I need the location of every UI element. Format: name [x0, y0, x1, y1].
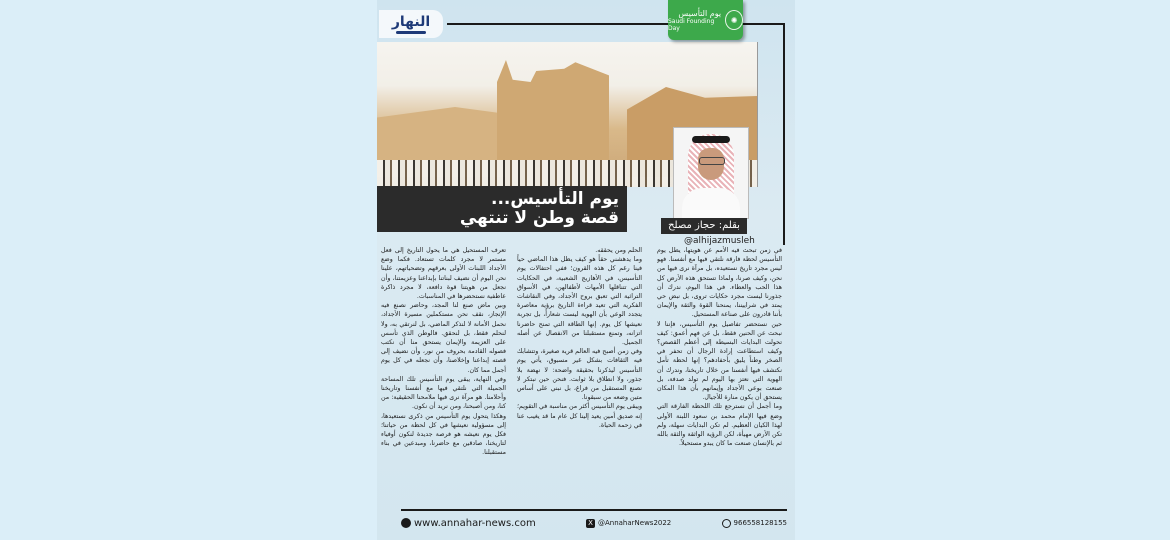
newspaper-page	[377, 0, 795, 540]
article-column-2	[517, 246, 642, 508]
agal	[692, 136, 730, 143]
author-handle[interactable]: @alhijazmusleh	[684, 236, 755, 246]
founding-day-badge	[668, 0, 743, 40]
badge-text	[668, 9, 721, 32]
mud-fort-main	[497, 60, 609, 170]
paragraph: وهكذا يتحول يوم التأسيس من ذكرى نستعيدها، إلى مسؤولية نعيشها في كل لحظة من حياتنا؛ فكل يوم نعيشه هو فرصة جديدة لنكون أوفياء لتاريخنا، صادقين مع حاضرنا، ومبدعين في بناء مستقبلنا.	[381, 412, 506, 457]
author-portrait	[673, 127, 749, 219]
paragraph: الحلم ومن يحققه.	[595, 247, 642, 254]
footer-divider	[401, 509, 787, 511]
article-column-1	[657, 246, 782, 508]
website-link[interactable]	[401, 518, 536, 529]
paragraph: وما يدهشني حقاً هو كيف يظل هذا الماضي حياً فينا رغم كل هذه القرون؛ ففي احتفالات يوم التأسيس، في الأهازيج الشعبية، في الحكايات التي تتناقلها الأمهات لأطفالهن، في الأسواق التراثية التي تعبق بروح الأجداد، وفي النقاشات الفكرية التي تعيد قراءة التاريخ برؤية معاصرة يتجدد الوعي بأن الهوية ليست شعاراً، بل تجربة نعيشها كل يوم. إنها الطاقة التي تمنح حاضرنا اتزانه، وتمنع مستقبلنا من الانفصال عن أصله الجميل.	[517, 256, 642, 347]
headline-line-2: قصة وطن لا تنتهي	[459, 208, 619, 228]
x-handle-text: @AnnaharNews2022	[597, 519, 672, 527]
headline-line-1: يوم التأسيس...	[490, 189, 619, 209]
x-link[interactable]	[586, 519, 671, 528]
logo-underline	[396, 31, 426, 34]
glasses	[699, 157, 725, 165]
frame-rule	[783, 23, 785, 245]
x-logo-icon: X	[586, 519, 595, 528]
byline: بقلم: حجاز مصلح	[661, 218, 747, 234]
paragraph: وبين ماض صنع لنا المجد، وحاضر نصنع فيه الإنجاز، نقف نحن مستكملين مسيرة الأجداد، نحمل الأمانة لا لنذكر الماضي، بل لنرتقي به، ولا لنحلم فقط، بل لنحقق. فالوطن الذي تأسس على العزيمة والإيمان يستحق منا أن نكتب فصوله القادمة بحروف من نور، وأن نضيف إلى قصته إبداعنا وإخلاصنا، وأن نجعله في كل يوم أجمل مما كان.	[381, 302, 506, 374]
badge-title-en: Saudi Founding Day	[668, 17, 715, 32]
globe-icon	[401, 518, 411, 528]
paragraph: وفي زمن أصبح فيه العالم قرية صغيرة، وتتشابك فيه الثقافات بشكل غير مسبوق، يأتي يوم التأسيس ليذكرنا بحقيقة واضحة: لا نهضة بلا جذور، ولا انطلاق بلا ثوابت. فنحن حين نبتكر لا نصنع المستقبل من فراغ، بل نبني على أساس متين وضعه من سبقونا.	[517, 348, 642, 402]
article-column-3	[381, 246, 506, 508]
founding-day-emblem-icon: ✺	[725, 10, 743, 30]
badge-title-ar: يوم التأسيس	[678, 8, 722, 18]
logo-text: النهار	[391, 13, 431, 30]
whatsapp-number: 966558128155	[733, 519, 787, 527]
paragraph: تعرف المستحيل هي ما يحول التاريخ إلى فعل مستمر لا مجرد كلمات تستعاد. فكما وضع الأجداد اللبنات الأولى بعرقهم وتضحياتهم، علينا نحن اليوم أن نضيف لبناتنا بإبداعنا وعزيمتنا، وأن نجعل من هويتنا قوة دافعة، لا مجرد ذاكرة عاطفية نستحضرها في المناسبات.	[381, 247, 506, 301]
whatsapp-link[interactable]	[722, 519, 787, 528]
paragraph: حين نستحضر تفاصيل يوم التأسيس، فإننا لا نبحث عن الحنين فقط، بل عن فهم أعمق: كيف تحولت البدايات البسيطة إلى أعظم القصص؟ وكيف استطاعت إرادة الرجال أن تحفر في الصخر وطناً يليق بأحفادهم؟ إنها لحظة تأمل نكتشف فيها أنفسنا من خلال تاريخنا، وندرك أن الهوية التي نعتز بها اليوم لم تولد صدفة، بل صنعت بوعي الأجداد وإيمانهم بأن هذا المكان يستحق أن يكون منارة للأجيال.	[657, 320, 782, 402]
paragraph: في زمن تبحث فيه الأمم عن هويتها، يطل يوم التأسيس لحظة فارقة نلتقي فيها مع أنفسنا. فهو ليس مجرد تاريخ نستعيده، بل مرآة نرى فيها من نحن، وكيف صرنا، ولماذا تستحق هذه الأرض كل هذا الحب والعطاء. في هذا اليوم، ندرك أن جذورنا ليست مجرد حكايات تروى، بل نبض حي يمتد في شراييننا، يمنحنا القوة والثقة والإيمان بأننا قادرون على صناعة المستحيل.	[657, 247, 782, 319]
headline	[377, 186, 627, 232]
paragraph: وفي النهاية، يبقى يوم التأسيس تلك المساحة الجميلة التي نلتقي فيها مع أنفسنا وتاريخنا وأحلامنا. هو مرآة نرى فيها ملامحنا الحقيقية: من كنا، ومن أصبحنا، ومن نريد أن نكون.	[381, 375, 506, 411]
paragraph: ويبقى يوم التأسيس أكثر من مناسبة في التقويم؛ إنه صديق أمين يعيد إلينا كل عام ما قد يغيب عنا في زحمة الحياة.	[517, 403, 642, 429]
whatsapp-icon	[722, 519, 731, 528]
newspaper-logo[interactable]	[379, 10, 443, 38]
paragraph: وما أجمل أن نسترجع تلك اللحظة الفارقة التي وضع فيها الإمام محمد بن سعود اللبنة الأولى لهذا الكيان العظيم. لم تكن البدايات سهلة، ولم تكن الأرض مهيأة، لكن الرؤية الواثقة والثقة بالله ثم بالإنسان صنعت ما كان يبدو مستحيلاً.	[657, 403, 782, 448]
thobe	[682, 188, 740, 219]
website-text: www.annahar-news.com	[414, 517, 536, 529]
footer	[401, 514, 787, 532]
